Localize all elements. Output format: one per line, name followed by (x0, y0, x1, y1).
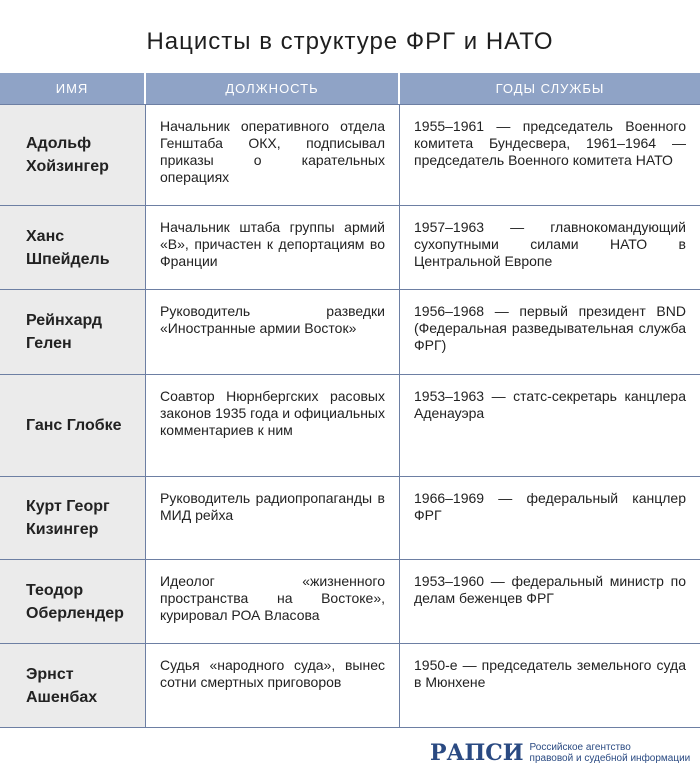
person-service: 1950-е — председатель земельного суда в Мюнхене (414, 657, 686, 690)
person-name: Ханс Шпейдель (0, 206, 146, 289)
table-header-row (0, 73, 700, 105)
person-name: Курт Георг Кизингер (0, 477, 146, 559)
agency-line-2: правовой и судебной информации (529, 753, 691, 764)
person-service: 1956–1968 — первый президент BND (Федеральная разведывательная служба ФРГ) (414, 303, 686, 353)
person-name: Теодор Оберлендер (0, 560, 146, 643)
page-title: Нацисты в структуре ФРГ и НАТО (146, 28, 554, 55)
person-name: Эрнст Ашенбах (0, 644, 146, 727)
person-service: 1955–1961 — председатель Военного комитета Бундесвера, 1961–1964 — председатель Военного комитета НАТО (414, 118, 686, 168)
table-row (0, 477, 700, 560)
agency-line-1: Российское агентство (529, 742, 631, 753)
header-name: ИМЯ (0, 73, 146, 104)
table-row (0, 560, 700, 644)
person-position: Руководитель радиопропаганды в МИД рейха (146, 477, 400, 559)
nazi-officials-table (0, 73, 700, 728)
header-service-years: ГОДЫ СЛУЖБЫ (495, 81, 605, 96)
person-name: Адольф Хойзингер (0, 105, 146, 205)
person-service: 1953–1963 — статс-секретарь канцлера Аденауэра (414, 388, 686, 421)
person-position: Начальник оперативного отдела Генштаба ОКХ, подписывал приказы о карательных операциях (146, 105, 400, 205)
rapsi-logo: РАПСИ (430, 740, 524, 766)
person-service: 1953–1960 — федеральный министр по делам беженцев ФРГ (414, 573, 686, 606)
person-position: Начальник штаба группы армий «В», причастен к депортациям во Франции (146, 206, 400, 289)
person-position: Руководитель разведки «Иностранные армии Восток» (146, 290, 400, 374)
table-row (0, 375, 700, 477)
table-row (0, 105, 700, 206)
footer-branding (430, 740, 690, 766)
person-service: 1966–1969 — федеральный канцлер ФРГ (414, 490, 686, 523)
table-row (0, 290, 700, 375)
agency-caption (530, 742, 691, 764)
header-position: ДОЛЖНОСТЬ (146, 73, 400, 104)
person-position: Судья «народного суда», вынес сотни смертных приговоров (146, 644, 400, 727)
person-name: Рейнхард Гелен (0, 290, 146, 374)
person-service: 1957–1963 — главнокомандующий сухопутными силами НАТО в Центральной Европе (414, 219, 686, 269)
table-row (0, 206, 700, 290)
person-position: Соавтор Нюрнбергских расовых законов 1935 года и официальных комментариев к ним (146, 375, 400, 476)
table-row (0, 644, 700, 728)
person-name: Ганс Глобке (0, 375, 146, 476)
person-position: Идеолог «жизненного пространства на Востоке», курировал РОА Власова (146, 560, 400, 643)
